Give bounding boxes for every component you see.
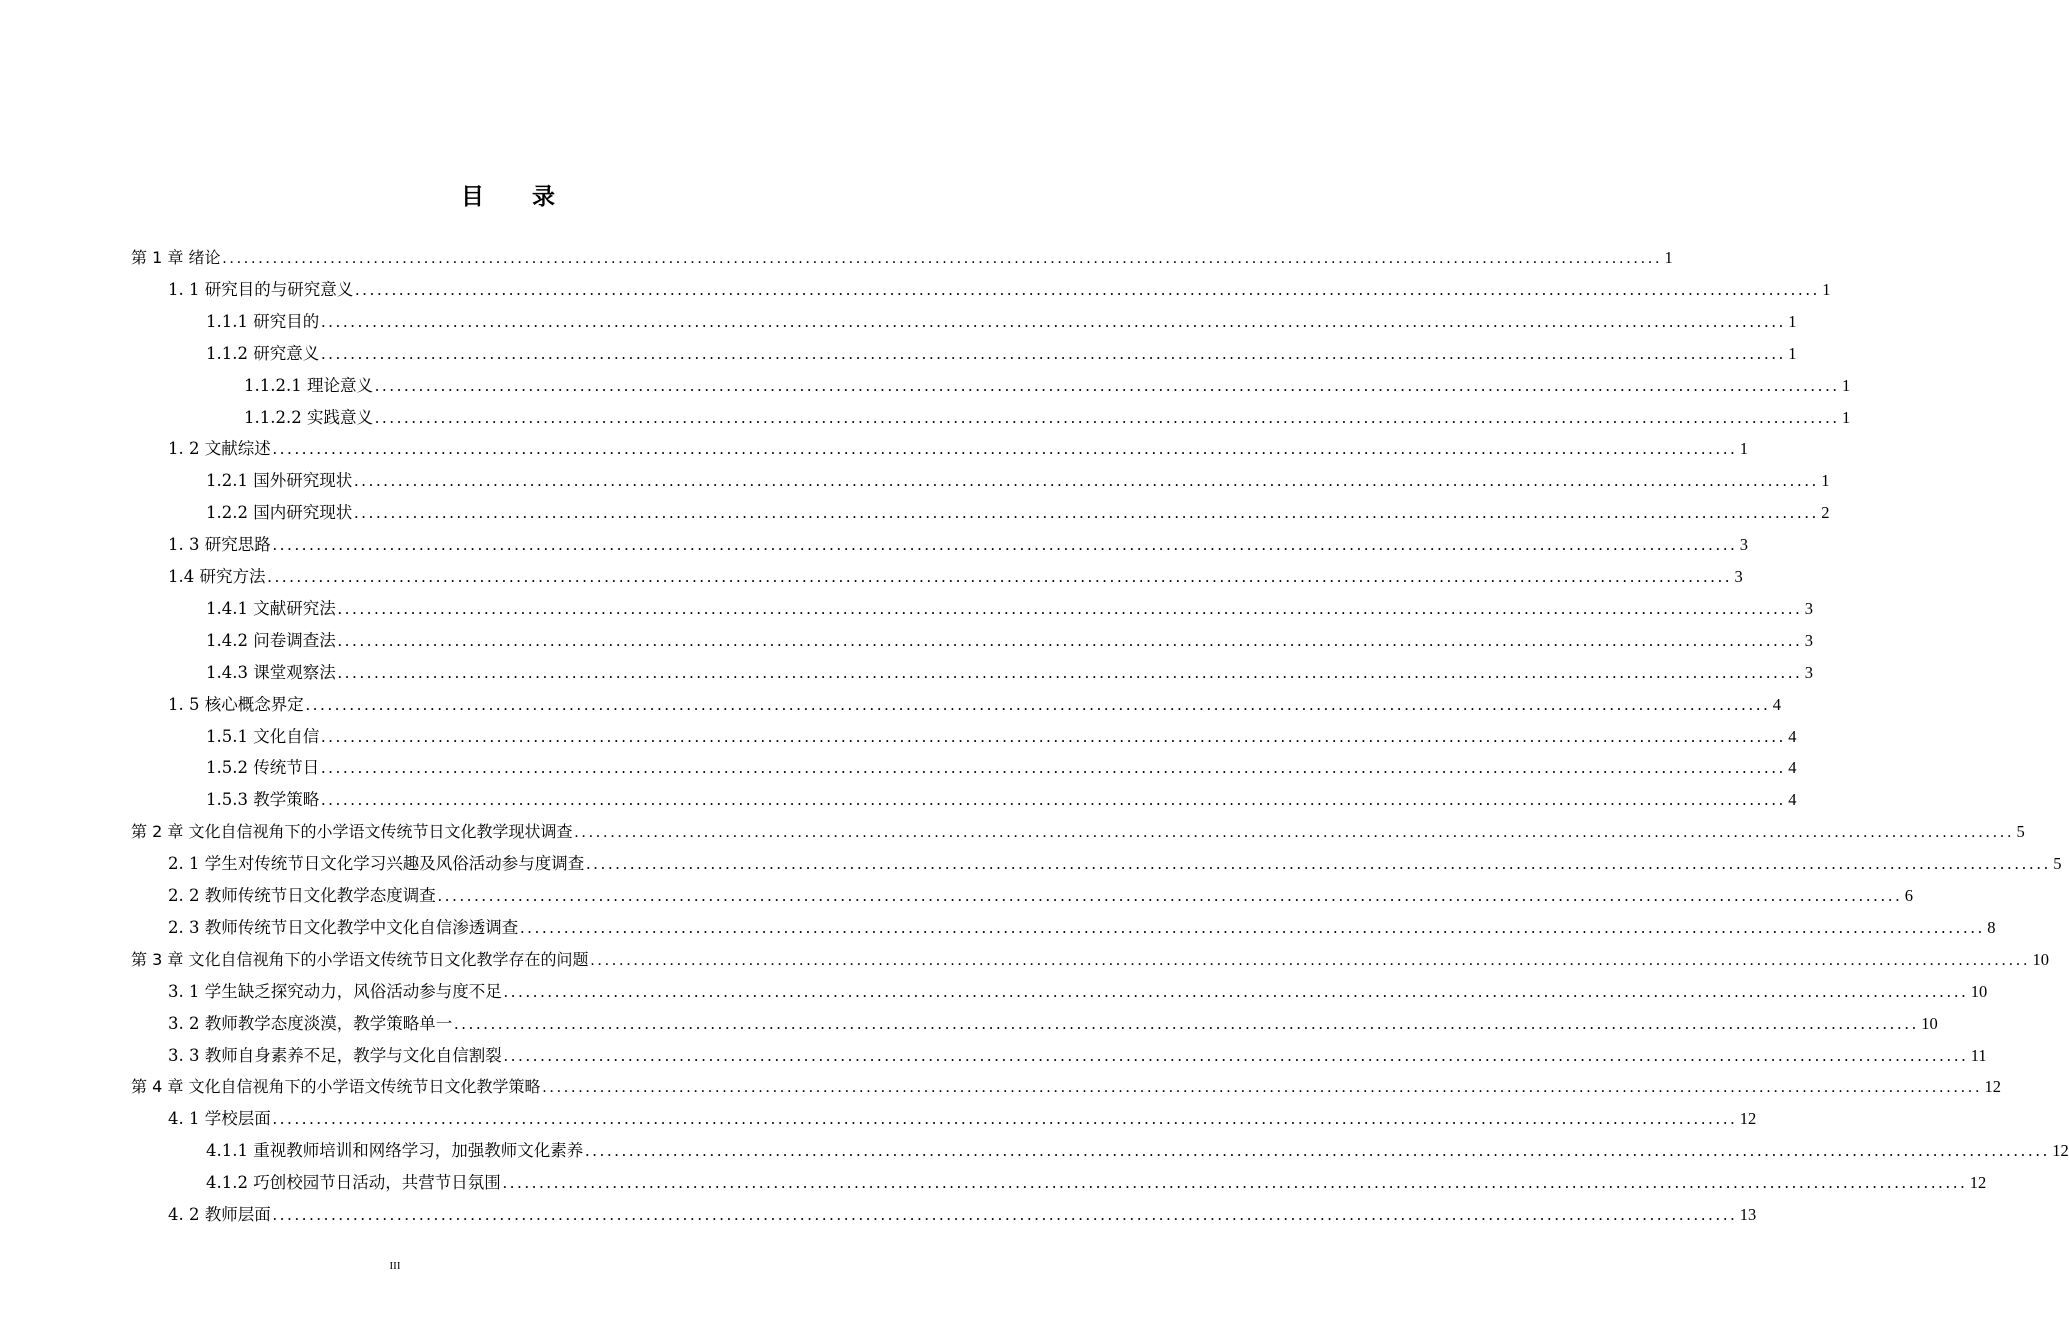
toc-entry[interactable] xyxy=(206,306,1797,338)
toc-leader-dots: ........................................................................................................................................................................................................ xyxy=(374,407,1840,427)
toc-entry-page: 3 xyxy=(1804,630,1813,650)
toc-leader-dots: ........................................................................................................................................................................................................ xyxy=(272,439,1738,459)
toc-entry[interactable] xyxy=(206,497,1830,529)
toc-leader-dots: ........................................................................................................................................................................................................ xyxy=(590,951,2031,969)
toc-entry-label: 3. 3 教师自身素养不足，教学与文化自信割裂 xyxy=(168,1045,502,1065)
toc-leader-dots: ........................................................................................................................................................................................................ xyxy=(321,311,1787,331)
toc-entry[interactable] xyxy=(168,1199,1757,1231)
toc-entry-label: 1.2.2 国内研究现状 xyxy=(206,503,353,523)
toc-leader-dots: ........................................................................................................................................................................................................ xyxy=(321,758,1787,778)
toc-entry-page: 10 xyxy=(2032,949,2049,969)
toc-entry-label: 1.2.1 国外研究现状 xyxy=(206,471,353,491)
toc-entry-page: 1 xyxy=(1788,343,1797,363)
toc-entry-label: 4.1.1 重视教师培训和网络学习，加强教师文化素养 xyxy=(206,1141,584,1161)
toc-leader-dots: ........................................................................................................................................................................................................ xyxy=(222,250,1663,267)
toc-entry-label: 1. 3 研究思路 xyxy=(168,535,271,555)
toc-leader-dots: ........................................................................................................................................................................................................ xyxy=(502,1173,1968,1193)
toc-chapter-entry[interactable] xyxy=(131,944,2049,976)
toc-entry-page: 13 xyxy=(1739,1205,1757,1224)
toc-entry-label: 第 4 章 文化自信视角下的小学语文传统节日文化教学策略 xyxy=(131,1077,541,1097)
toc-entry-page: 3 xyxy=(1804,598,1813,618)
toc-entry-page: 1 xyxy=(1822,279,1831,299)
toc-entry-page: 1 xyxy=(1788,311,1797,331)
toc-entry[interactable] xyxy=(168,912,1996,944)
toc-entry-label: 1.1.2 研究意义 xyxy=(206,343,320,363)
toc-leader-dots: ........................................................................................................................................................................................................ xyxy=(321,343,1787,363)
toc-entry-page: 8 xyxy=(1987,917,1996,937)
toc-leader-dots: ........................................................................................................................................................................................................ xyxy=(337,630,1803,650)
toc-leader-dots: ........................................................................................................................................................................................................ xyxy=(321,790,1787,810)
toc-entry-label: 1.1.2.1 理论意义 xyxy=(244,375,373,395)
toc-leader-dots: ........................................................................................................................................................................................................ xyxy=(454,1013,1920,1033)
toc-entry[interactable] xyxy=(206,1135,2069,1167)
toc-chapter-entry[interactable] xyxy=(131,242,1673,274)
toc-entry-label: 4. 1 学校层面 xyxy=(168,1109,271,1129)
toc-entry-label: 3. 1 学生缺乏探究动力，风俗活动参与度不足 xyxy=(168,981,502,1001)
toc-leader-dots: ........................................................................................................................................................................................................ xyxy=(272,1109,1738,1129)
toc-entry[interactable] xyxy=(244,370,1851,402)
toc-entry[interactable] xyxy=(168,529,1748,561)
toc-entry-page: 12 xyxy=(1969,1173,1987,1193)
toc-entry[interactable] xyxy=(244,402,1851,434)
toc-leader-dots: ........................................................................................................................................................................................................ xyxy=(272,1205,1738,1224)
toc-entry-page: 1 xyxy=(1821,471,1830,491)
toc-leader-dots: ........................................................................................................................................................................................................ xyxy=(574,824,2015,842)
toc-entry[interactable] xyxy=(206,752,1797,784)
toc-entry-label: 4.1.2 巧创校园节日活动，共营节日氛围 xyxy=(206,1173,501,1193)
toc-entry[interactable] xyxy=(206,465,1830,497)
toc-leader-dots: ........................................................................................................................................................................................................ xyxy=(520,917,1986,937)
toc-leader-dots: ........................................................................................................................................................................................................ xyxy=(337,598,1803,618)
toc-entry-page: 10 xyxy=(1921,1013,1938,1033)
toc-entry[interactable] xyxy=(168,880,1913,912)
toc-leader-dots: ........................................................................................................................................................................................................ xyxy=(354,503,1820,523)
toc-leader-dots: ........................................................................................................................................................................................................ xyxy=(503,1045,1969,1065)
toc-entry-page: 5 xyxy=(2053,854,2062,874)
toc-entry[interactable] xyxy=(206,593,1813,625)
toc-entry[interactable] xyxy=(168,689,1781,721)
toc-entry-page: 4 xyxy=(1788,758,1797,778)
toc-chapter-entry[interactable] xyxy=(131,816,2025,848)
toc-leader-dots: ........................................................................................................................................................................................................ xyxy=(542,1079,1983,1097)
toc-leader-dots: ........................................................................................................................................................................................................ xyxy=(321,726,1787,746)
toc-entry-label: 第 3 章 文化自信视角下的小学语文传统节日文化教学存在的问题 xyxy=(131,949,589,969)
toc-entry-page: 1 xyxy=(1664,248,1673,267)
toc-entry-label: 1.5.1 文化自信 xyxy=(206,726,320,746)
toc-entry-label: 1. 1 研究目的与研究意义 xyxy=(168,279,354,299)
toc-entry-label: 1.4.1 文献研究法 xyxy=(206,598,336,618)
toc-entry-label: 1.4.3 课堂观察法 xyxy=(206,662,336,682)
toc-entry-label: 1.4 研究方法 xyxy=(168,567,266,586)
toc-entry[interactable] xyxy=(206,1167,1987,1199)
toc-leader-dots: ........................................................................................................................................................................................................ xyxy=(272,535,1738,555)
toc-entry[interactable] xyxy=(206,625,1813,657)
toc-entry-page: 11 xyxy=(1970,1045,1987,1065)
toc-entry-label: 1. 5 核心概念界定 xyxy=(168,694,304,714)
toc-entry[interactable] xyxy=(168,433,1748,465)
toc-entry-label: 1.5.3 教学策略 xyxy=(206,790,320,810)
toc-entry[interactable] xyxy=(206,721,1797,753)
toc-entry-label: 3. 2 教师教学态度淡漠，教学策略单一 xyxy=(168,1013,453,1033)
toc-leader-dots: ........................................................................................................................................................................................................ xyxy=(355,279,1821,299)
toc-entry-page: 6 xyxy=(1904,886,1913,905)
toc-chapter-entry[interactable] xyxy=(131,1071,2001,1103)
toc-entry-label: 1.5.2 传统节日 xyxy=(206,758,320,778)
toc-entry-page: 4 xyxy=(1788,726,1797,746)
toc-entry-page: 12 xyxy=(1984,1077,2001,1097)
toc-entry[interactable] xyxy=(168,1103,1757,1135)
toc-entry-page: 12 xyxy=(2052,1141,2069,1161)
toc-entry-page: 1 xyxy=(1841,407,1851,427)
toc-entry[interactable] xyxy=(168,274,1831,306)
toc-entry-page: 2 xyxy=(1821,503,1830,523)
toc-title: 目 录 xyxy=(460,184,575,210)
toc-entry-label: 2. 2 教师传统节日文化教学态度调查 xyxy=(168,886,436,905)
toc-entry[interactable] xyxy=(206,338,1797,370)
toc-entry[interactable] xyxy=(168,561,1743,593)
toc-entry-label: 1.1.2.2 实践意义 xyxy=(244,407,373,427)
toc-entry-page: 12 xyxy=(1739,1109,1757,1129)
toc-leader-dots: ........................................................................................................................................................................................................ xyxy=(437,886,1903,905)
toc-entry-page: 5 xyxy=(2016,822,2025,842)
toc-entry-page: 10 xyxy=(1970,981,1988,1001)
toc-entry[interactable] xyxy=(168,1008,1938,1040)
toc-entry-page: 1 xyxy=(1841,375,1851,395)
toc-entry-page: 1 xyxy=(1739,439,1748,459)
toc-entry[interactable] xyxy=(168,1040,1987,1072)
toc-entry-label: 1. 2 文献综述 xyxy=(168,439,271,459)
toc-leader-dots: ........................................................................................................................................................................................................ xyxy=(586,854,2052,874)
toc-entry[interactable] xyxy=(168,976,1988,1008)
toc-entry[interactable] xyxy=(168,848,2062,880)
toc-entry-label: 4. 2 教师层面 xyxy=(168,1205,271,1224)
toc-entry-page: 4 xyxy=(1788,790,1797,810)
toc-entry-page: 4 xyxy=(1772,694,1781,714)
toc-leader-dots: ........................................................................................................................................................................................................ xyxy=(354,471,1820,491)
toc-entry-label: 2. 1 学生对传统节日文化学习兴趣及风俗活动参与度调查 xyxy=(168,854,585,874)
toc-entry-label: 2. 3 教师传统节日文化教学中文化自信渗透调查 xyxy=(168,917,519,937)
toc-leader-dots: ........................................................................................................................................................................................................ xyxy=(585,1141,2051,1161)
toc-entry-page: 3 xyxy=(1804,662,1813,682)
toc-leader-dots: ........................................................................................................................................................................................................ xyxy=(267,567,1733,586)
toc-entry-label: 1.1.1 研究目的 xyxy=(206,311,320,331)
toc-leader-dots: ........................................................................................................................................................................................................ xyxy=(503,981,1969,1001)
toc-leader-dots: ........................................................................................................................................................................................................ xyxy=(305,694,1771,714)
toc-entry-label: 第 1 章 绪论 xyxy=(131,248,221,267)
toc-entry[interactable] xyxy=(206,657,1813,689)
toc-entry-label: 1.4.2 问卷调查法 xyxy=(206,630,336,650)
toc-entry[interactable] xyxy=(206,784,1797,816)
toc-entry-label: 第 2 章 文化自信视角下的小学语文传统节日文化教学现状调查 xyxy=(131,822,573,842)
toc-leader-dots: ........................................................................................................................................................................................................ xyxy=(337,662,1803,682)
toc-entry-page: 3 xyxy=(1739,535,1748,555)
toc-entry-page: 3 xyxy=(1734,567,1743,586)
toc-leader-dots: ........................................................................................................................................................................................................ xyxy=(374,375,1840,395)
page-number: III xyxy=(389,1260,401,1272)
